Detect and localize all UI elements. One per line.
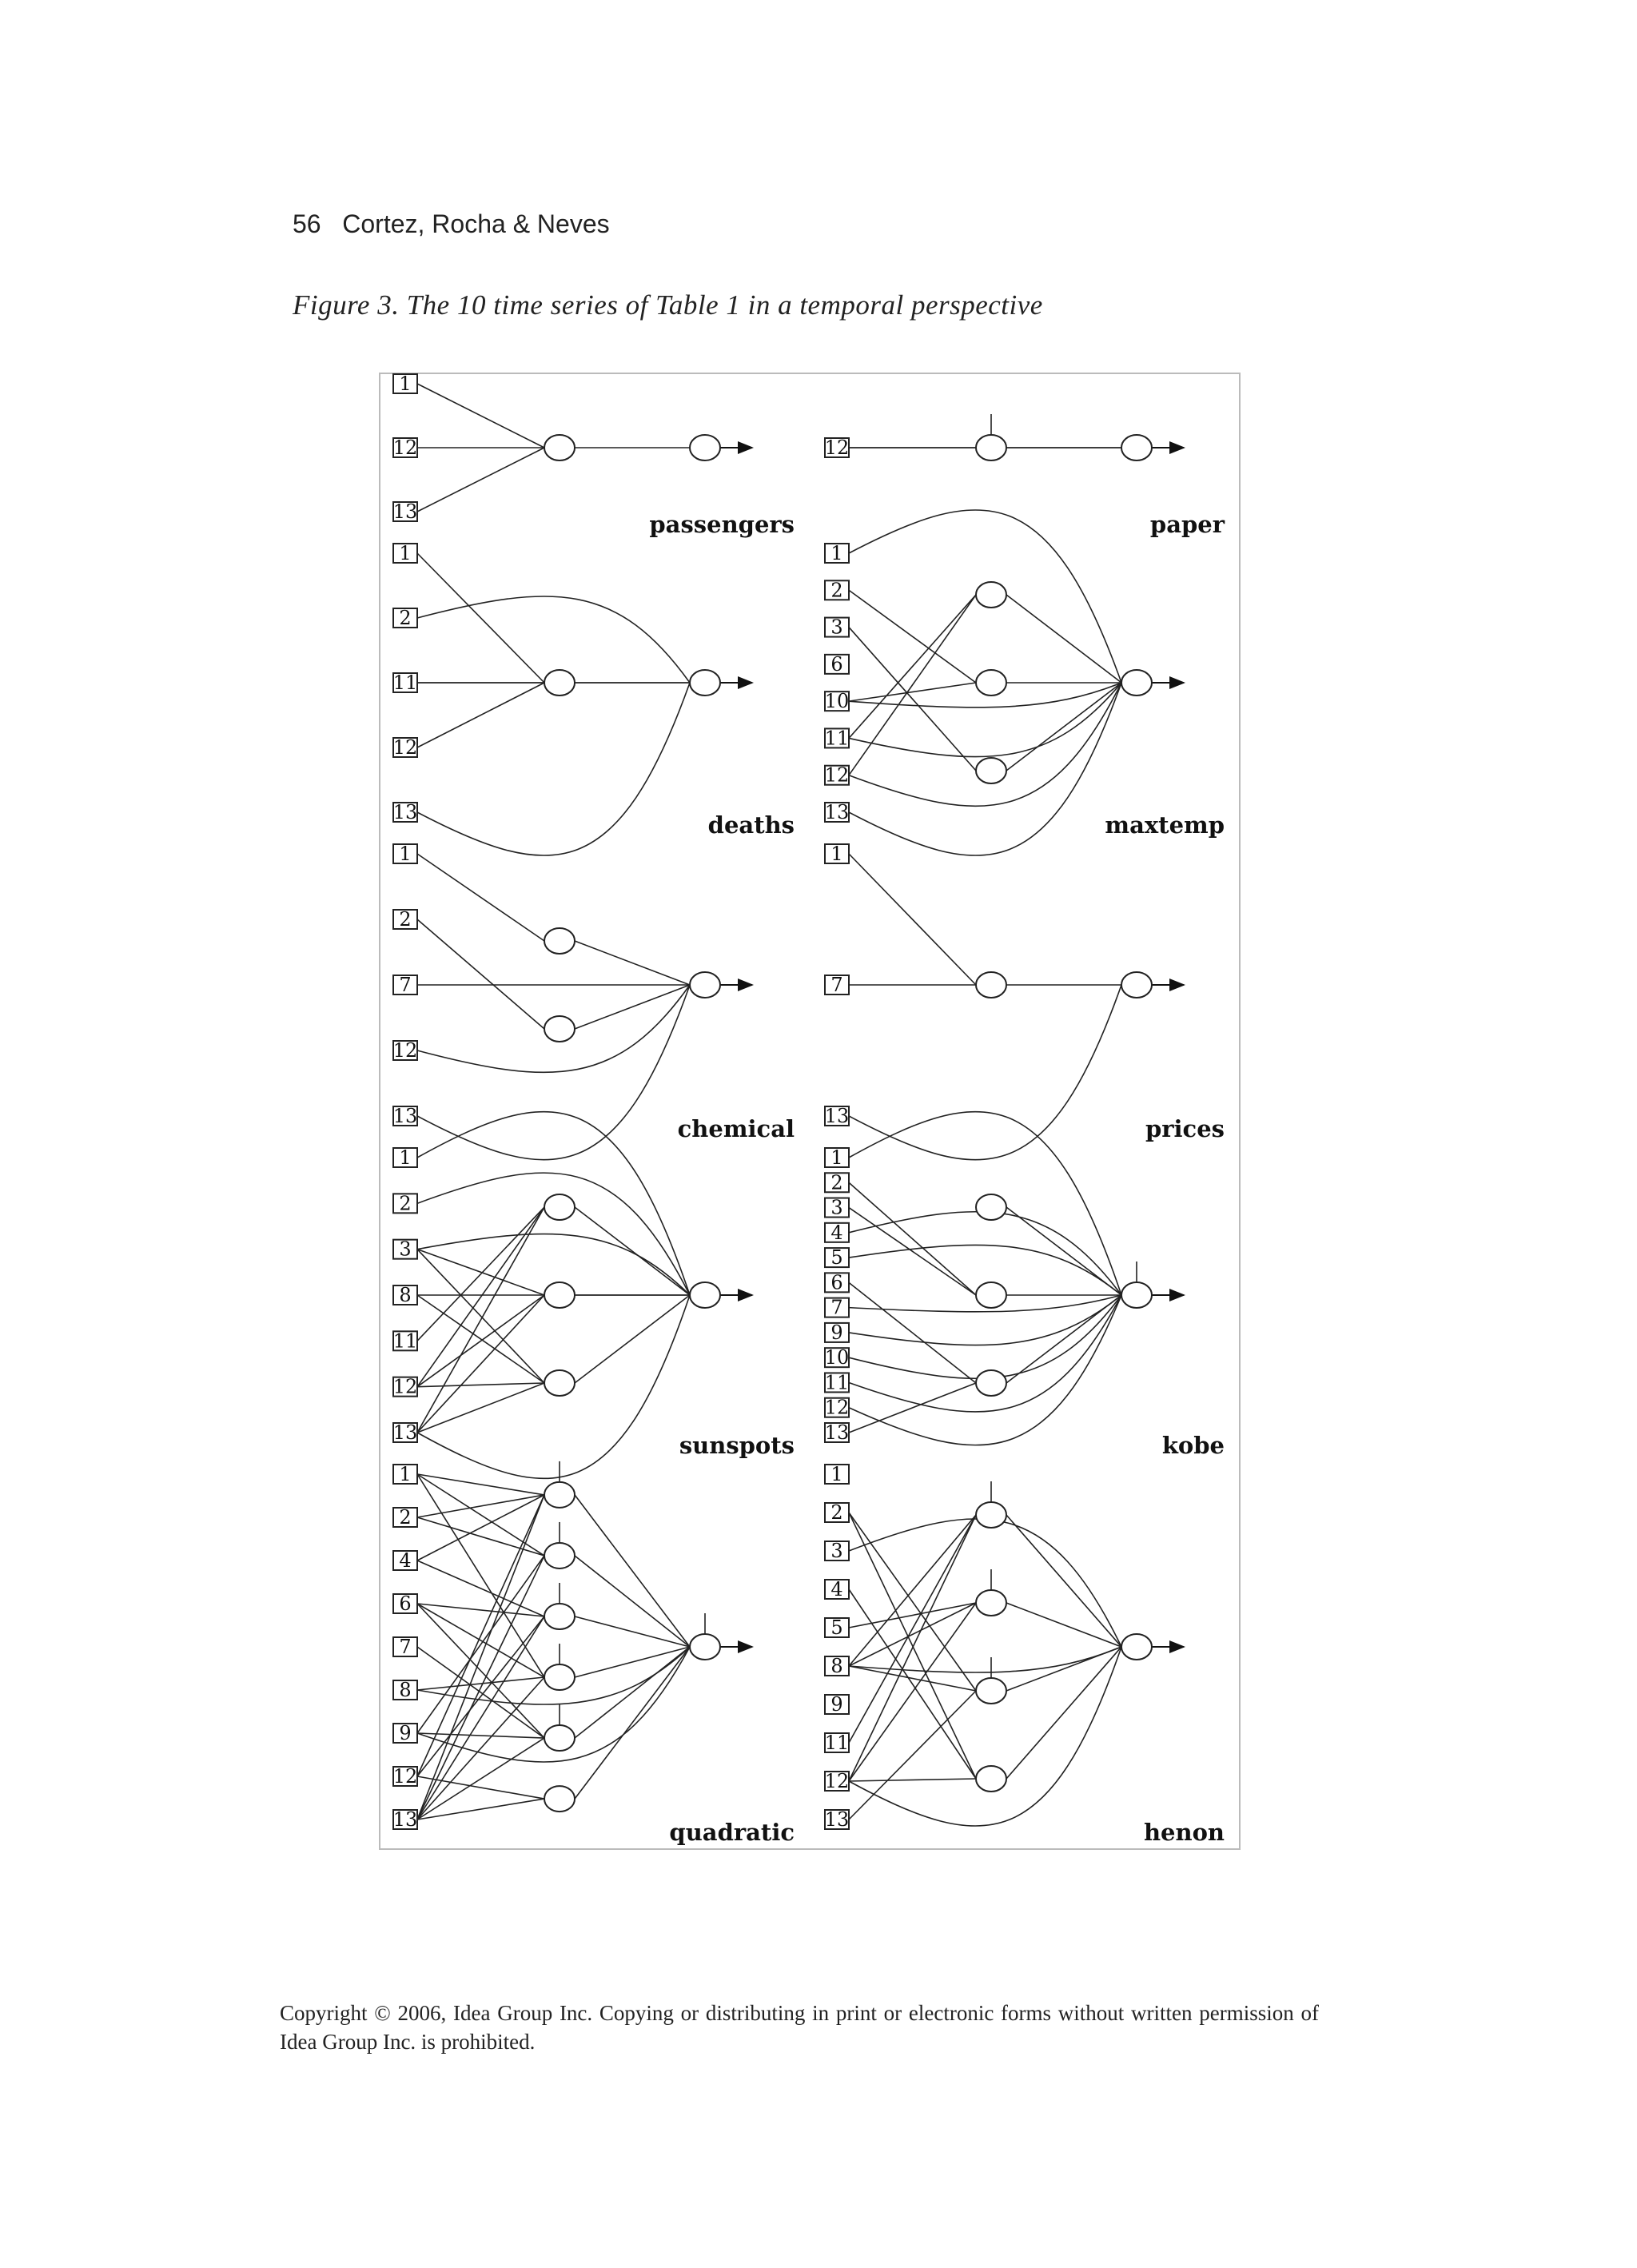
input-lag-label: 13 xyxy=(824,1421,850,1444)
hidden-neuron xyxy=(976,1766,1006,1792)
hidden-output-connection xyxy=(1006,1207,1121,1295)
panel-paper xyxy=(825,414,1225,538)
input-lag-label: 1 xyxy=(399,373,412,395)
hidden-neuron xyxy=(544,1282,575,1308)
input-lag-label: 7 xyxy=(399,1636,412,1658)
connection xyxy=(417,683,690,855)
connection xyxy=(417,1647,544,1738)
input-lag-label: 6 xyxy=(399,1592,412,1615)
figure-frame xyxy=(380,373,1240,1849)
connection xyxy=(417,919,544,1029)
hidden-neuron xyxy=(976,1194,1006,1220)
hidden-neuron xyxy=(544,1786,575,1812)
input-lag-label: 2 xyxy=(399,1506,412,1529)
connection xyxy=(849,1603,976,1666)
series-name: maxtemp xyxy=(1105,811,1225,839)
connection xyxy=(417,1799,544,1820)
hidden-output-connection xyxy=(1006,1515,1121,1647)
input-lag-label: 13 xyxy=(824,1808,850,1831)
hidden-output-connection xyxy=(575,1647,690,1799)
connection xyxy=(849,985,1121,1160)
hidden-neuron xyxy=(976,1502,1006,1528)
series-name: prices xyxy=(1145,1115,1225,1142)
connection xyxy=(417,384,544,448)
input-lag-label: 8 xyxy=(399,1284,412,1306)
output-neuron xyxy=(690,1282,720,1308)
series-name: chemical xyxy=(677,1115,795,1142)
hidden-neuron xyxy=(544,1194,575,1220)
connection xyxy=(849,1182,976,1295)
input-lag-label: 13 xyxy=(392,1105,418,1127)
input-lag-label: 1 xyxy=(399,1146,412,1169)
output-neuron xyxy=(690,1634,720,1660)
input-lag-label: 13 xyxy=(392,801,418,823)
connection xyxy=(849,1666,976,1691)
input-lag-label: 1 xyxy=(830,542,843,564)
figure-caption: Figure 3. The 10 time series of Table 1 in a temporal perspective xyxy=(293,289,1043,321)
input-lag-label: 12 xyxy=(824,1396,850,1419)
input-lag-label: 2 xyxy=(399,1192,412,1215)
input-lag-label: 3 xyxy=(830,1196,843,1219)
hidden-output-connection xyxy=(575,1207,690,1295)
input-lag-label: 7 xyxy=(399,974,412,996)
connection xyxy=(417,1383,544,1387)
series-name: quadratic xyxy=(669,1819,795,1846)
hidden-output-connection xyxy=(575,941,690,985)
input-lag-label: 7 xyxy=(830,974,843,996)
input-lag-label: 11 xyxy=(824,1371,850,1394)
input-lag-label: 11 xyxy=(392,672,418,694)
connection xyxy=(417,1250,544,1295)
connection xyxy=(849,1779,976,1781)
connection xyxy=(417,553,544,683)
input-lag-label: 4 xyxy=(830,1221,843,1244)
hidden-neuron xyxy=(544,1604,575,1629)
connection xyxy=(849,1589,976,1779)
hidden-neuron xyxy=(544,670,575,696)
output-neuron xyxy=(1121,1634,1152,1660)
hidden-output-connection xyxy=(1006,1603,1121,1647)
series-name: henon xyxy=(1143,1819,1225,1846)
series-name: deaths xyxy=(707,811,795,839)
panel-quadratic xyxy=(393,1461,795,1846)
hidden-output-connection xyxy=(575,1556,690,1647)
input-lag-label: 3 xyxy=(399,1238,412,1261)
input-lag-label: 9 xyxy=(830,1321,843,1344)
connection xyxy=(417,683,544,747)
series-name: paper xyxy=(1149,511,1225,538)
input-lag-label: 5 xyxy=(830,1246,843,1270)
input-lag-label: 1 xyxy=(399,542,412,564)
hidden-output-connection xyxy=(575,1295,690,1383)
hidden-output-connection xyxy=(575,1495,690,1647)
panel-deaths xyxy=(393,542,795,855)
connection xyxy=(417,448,544,512)
input-lag-label: 12 xyxy=(392,736,418,759)
connection xyxy=(849,1515,976,1781)
connection xyxy=(417,1495,544,1820)
hidden-output-connection xyxy=(575,1647,690,1738)
hidden-output-connection xyxy=(1006,1647,1121,1779)
input-lag-label: 2 xyxy=(830,1501,843,1524)
connection xyxy=(849,683,1121,806)
hidden-neuron xyxy=(544,1725,575,1751)
hidden-neuron xyxy=(544,1016,575,1042)
hidden-neuron xyxy=(976,670,1006,696)
connection xyxy=(849,595,976,738)
output-neuron xyxy=(690,670,720,696)
running-head: 56 Cortez, Rocha & Neves xyxy=(293,209,610,238)
input-lag-label: 11 xyxy=(824,1732,850,1754)
connection xyxy=(417,1560,544,1616)
input-lag-label: 13 xyxy=(824,801,850,823)
connection xyxy=(849,1519,1121,1647)
input-lag-label: 3 xyxy=(830,616,843,639)
input-lag-label: 4 xyxy=(399,1549,412,1572)
hidden-neuron xyxy=(544,1482,575,1508)
hidden-neuron xyxy=(544,1370,575,1396)
input-lag-label: 10 xyxy=(824,1346,850,1369)
input-lag-label: 5 xyxy=(830,1616,843,1639)
input-lag-label: 12 xyxy=(392,1039,418,1062)
panel-kobe xyxy=(825,1112,1225,1459)
connection xyxy=(417,1677,544,1820)
input-lag-label: 2 xyxy=(399,607,412,629)
series-name: passengers xyxy=(649,511,795,538)
hidden-neuron xyxy=(976,972,1006,998)
input-lag-label: 9 xyxy=(830,1693,843,1716)
input-lag-label: 11 xyxy=(824,727,850,750)
connection xyxy=(417,1383,544,1433)
panel-maxtemp xyxy=(825,510,1225,855)
input-lag-label: 9 xyxy=(399,1722,412,1744)
input-lag-label: 2 xyxy=(399,908,412,931)
connection xyxy=(849,1513,976,1691)
connection xyxy=(849,1295,1121,1445)
panel-henon xyxy=(825,1463,1225,1846)
input-lag-label: 12 xyxy=(392,1375,418,1398)
input-lag-label: 1 xyxy=(399,1463,412,1485)
connection xyxy=(417,1207,544,1433)
hidden-output-connection xyxy=(1006,1647,1121,1691)
input-lag-label: 1 xyxy=(830,843,843,865)
input-lag-label: 6 xyxy=(830,652,843,676)
hidden-neuron xyxy=(544,928,575,954)
input-lag-label: 13 xyxy=(824,1105,850,1127)
input-lag-label: 1 xyxy=(830,1463,843,1485)
output-neuron xyxy=(690,972,720,998)
panel-passengers xyxy=(393,373,795,538)
connection xyxy=(417,596,690,683)
connection xyxy=(849,1513,976,1779)
panel-sunspots xyxy=(393,1112,795,1479)
connection xyxy=(417,1495,544,1517)
connection xyxy=(849,1282,976,1383)
input-lag-label: 7 xyxy=(830,1296,843,1319)
input-lag-label: 1 xyxy=(830,1146,843,1169)
connection xyxy=(849,1383,976,1433)
series-name: kobe xyxy=(1161,1432,1225,1459)
hidden-neuron xyxy=(976,1678,1006,1704)
panel-prices xyxy=(825,843,1225,1160)
hidden-neuron xyxy=(976,1590,1006,1616)
input-lag-label: 11 xyxy=(392,1329,418,1353)
input-lag-label: 8 xyxy=(399,1679,412,1701)
connection xyxy=(417,854,544,941)
output-neuron xyxy=(1121,1282,1152,1308)
connection xyxy=(849,590,976,683)
connection xyxy=(849,1515,976,1666)
input-lag-label: 2 xyxy=(830,579,843,602)
panel-chemical xyxy=(393,843,795,1160)
output-neuron xyxy=(1121,670,1152,696)
input-lag-label: 1 xyxy=(399,843,412,865)
input-lag-label: 12 xyxy=(824,1770,850,1792)
input-lag-label: 13 xyxy=(392,1421,418,1444)
network-figure xyxy=(379,373,1241,1850)
input-lag-label: 12 xyxy=(392,1765,418,1788)
hidden-neuron xyxy=(976,582,1006,608)
connection xyxy=(849,854,976,985)
hidden-output-connection xyxy=(575,1616,690,1647)
input-lag-label: 6 xyxy=(830,1271,843,1294)
input-lag-label: 13 xyxy=(392,500,418,523)
input-lag-label: 8 xyxy=(830,1655,843,1677)
hidden-neuron xyxy=(544,1543,575,1568)
copyright-footer: Copyright © 2006, Idea Group Inc. Copying or distributing in print or electronic forms without written permission of Idea Group Inc. is prohibited. xyxy=(280,2001,1319,2054)
input-lag-label: 3 xyxy=(830,1540,843,1562)
input-lag-label: 10 xyxy=(824,690,850,713)
series-name: sunspots xyxy=(679,1432,795,1459)
input-lag-label: 13 xyxy=(392,1808,418,1831)
output-neuron xyxy=(1121,972,1152,998)
connection xyxy=(417,1556,544,1733)
output-neuron xyxy=(690,435,720,460)
hidden-neuron xyxy=(544,435,575,460)
connection xyxy=(849,1208,976,1295)
input-lag-label: 12 xyxy=(392,436,418,459)
input-lag-label: 12 xyxy=(824,436,850,459)
output-neuron xyxy=(1121,435,1152,460)
hidden-output-connection xyxy=(1006,1295,1121,1383)
hidden-neuron xyxy=(976,1370,1006,1396)
input-lag-label: 2 xyxy=(830,1171,843,1194)
hidden-neuron xyxy=(544,1664,575,1690)
input-lag-label: 4 xyxy=(830,1578,843,1600)
input-lag-label: 12 xyxy=(824,763,850,787)
hidden-neuron xyxy=(976,435,1006,460)
hidden-neuron xyxy=(976,1282,1006,1308)
connection xyxy=(849,1603,976,1628)
hidden-neuron xyxy=(976,758,1006,783)
